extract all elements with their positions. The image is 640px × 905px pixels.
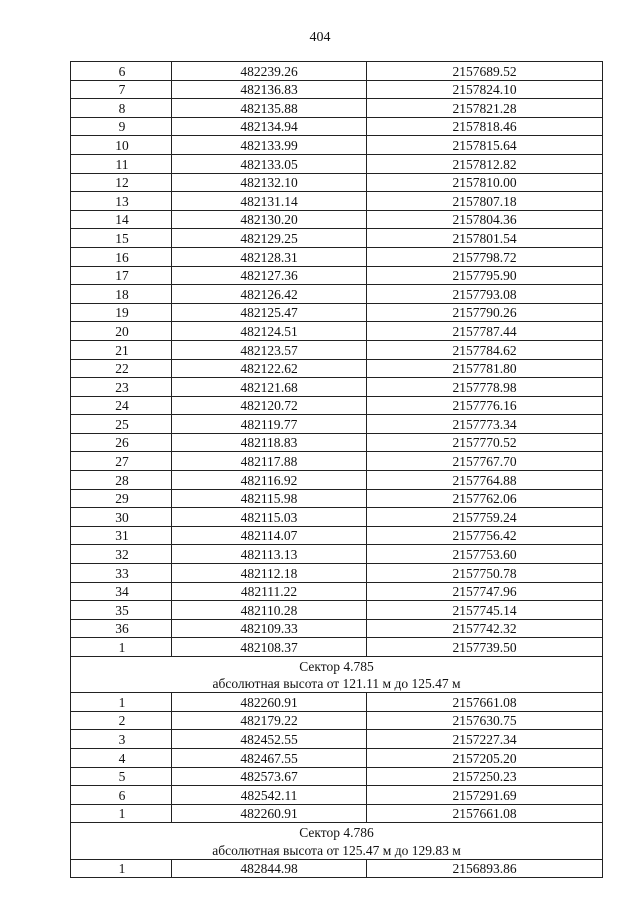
x-coordinate: 482132.10 [172, 173, 367, 192]
y-coordinate: 2157753.60 [367, 545, 603, 564]
table-row [71, 322, 603, 341]
x-coordinate: 482239.26 [172, 62, 367, 81]
y-coordinate: 2157745.14 [367, 601, 603, 620]
x-coordinate: 482115.98 [172, 489, 367, 508]
table-row [71, 508, 603, 527]
point-number: 10 [71, 136, 172, 155]
y-coordinate: 2157821.28 [367, 99, 603, 118]
x-coordinate: 482126.42 [172, 285, 367, 304]
table-row [71, 804, 603, 823]
point-number: 5 [71, 767, 172, 786]
table-row [71, 693, 603, 712]
table-row [71, 433, 603, 452]
table-row [71, 859, 603, 878]
table-row [71, 452, 603, 471]
y-coordinate: 2157689.52 [367, 62, 603, 81]
y-coordinate: 2157756.42 [367, 526, 603, 545]
y-coordinate: 2157787.44 [367, 322, 603, 341]
x-coordinate: 482117.88 [172, 452, 367, 471]
table-row [71, 471, 603, 490]
x-coordinate: 482115.03 [172, 508, 367, 527]
point-number: 14 [71, 210, 172, 229]
point-number: 33 [71, 564, 172, 583]
y-coordinate: 2157793.08 [367, 285, 603, 304]
y-coordinate: 2157747.96 [367, 582, 603, 601]
y-coordinate: 2157250.23 [367, 767, 603, 786]
point-number: 19 [71, 303, 172, 322]
y-coordinate: 2157798.72 [367, 247, 603, 266]
point-number: 16 [71, 247, 172, 266]
point-number: 15 [71, 229, 172, 248]
x-coordinate: 482134.94 [172, 117, 367, 136]
table-row [71, 564, 603, 583]
table-row [71, 396, 603, 415]
x-coordinate: 482542.11 [172, 786, 367, 805]
y-coordinate: 2157790.26 [367, 303, 603, 322]
point-number: 18 [71, 285, 172, 304]
table-row [71, 154, 603, 173]
x-coordinate: 482179.22 [172, 711, 367, 730]
table-row [71, 229, 603, 248]
table-row [71, 117, 603, 136]
x-coordinate: 482133.99 [172, 136, 367, 155]
sector-title: Сектор 4.785 [71, 657, 603, 675]
table-row [71, 359, 603, 378]
point-number: 9 [71, 117, 172, 136]
x-coordinate: 482123.57 [172, 340, 367, 359]
x-coordinate: 482116.92 [172, 471, 367, 490]
x-coordinate: 482124.51 [172, 322, 367, 341]
point-number: 8 [71, 99, 172, 118]
y-coordinate: 2157767.70 [367, 452, 603, 471]
point-number: 36 [71, 619, 172, 638]
table-row [71, 340, 603, 359]
x-coordinate: 482109.33 [172, 619, 367, 638]
point-number: 28 [71, 471, 172, 490]
x-coordinate: 482452.55 [172, 730, 367, 749]
y-coordinate: 2157815.64 [367, 136, 603, 155]
x-coordinate: 482118.83 [172, 433, 367, 452]
point-number: 1 [71, 859, 172, 878]
sector-altitude-row [71, 675, 603, 693]
x-coordinate: 482133.05 [172, 154, 367, 173]
y-coordinate: 2157776.16 [367, 396, 603, 415]
point-number: 32 [71, 545, 172, 564]
x-coordinate: 482110.28 [172, 601, 367, 620]
y-coordinate: 2157739.50 [367, 638, 603, 657]
x-coordinate: 482130.20 [172, 210, 367, 229]
sector-header-row [71, 657, 603, 675]
point-number: 4 [71, 748, 172, 767]
point-number: 17 [71, 266, 172, 285]
point-number: 1 [71, 804, 172, 823]
x-coordinate: 482260.91 [172, 693, 367, 712]
table-row [71, 619, 603, 638]
y-coordinate: 2157742.32 [367, 619, 603, 638]
point-number: 23 [71, 378, 172, 397]
x-coordinate: 482260.91 [172, 804, 367, 823]
point-number: 34 [71, 582, 172, 601]
point-number: 2 [71, 711, 172, 730]
x-coordinate: 482121.68 [172, 378, 367, 397]
y-coordinate: 2157784.62 [367, 340, 603, 359]
table-row [71, 192, 603, 211]
x-coordinate: 482120.72 [172, 396, 367, 415]
x-coordinate: 482131.14 [172, 192, 367, 211]
table-row [71, 748, 603, 767]
table-row [71, 638, 603, 657]
x-coordinate: 482135.88 [172, 99, 367, 118]
y-coordinate: 2157750.78 [367, 564, 603, 583]
table-row [71, 285, 603, 304]
y-coordinate: 2156893.86 [367, 859, 603, 878]
y-coordinate: 2157661.08 [367, 804, 603, 823]
y-coordinate: 2157810.00 [367, 173, 603, 192]
table-row [71, 786, 603, 805]
x-coordinate: 482129.25 [172, 229, 367, 248]
sector-altitude-row [71, 841, 603, 859]
point-number: 25 [71, 415, 172, 434]
coordinates-table [70, 61, 603, 878]
point-number: 24 [71, 396, 172, 415]
point-number: 1 [71, 638, 172, 657]
x-coordinate: 482112.18 [172, 564, 367, 583]
point-number: 29 [71, 489, 172, 508]
y-coordinate: 2157807.18 [367, 192, 603, 211]
x-coordinate: 482111.22 [172, 582, 367, 601]
y-coordinate: 2157778.98 [367, 378, 603, 397]
y-coordinate: 2157661.08 [367, 693, 603, 712]
table-row [71, 489, 603, 508]
y-coordinate: 2157804.36 [367, 210, 603, 229]
table-row [71, 415, 603, 434]
table-row [71, 730, 603, 749]
sector-altitude: абсолютная высота от 121.11 м до 125.47 м [71, 675, 603, 693]
point-number: 3 [71, 730, 172, 749]
x-coordinate: 482573.67 [172, 767, 367, 786]
table-row [71, 526, 603, 545]
x-coordinate: 482127.36 [172, 266, 367, 285]
x-coordinate: 482128.31 [172, 247, 367, 266]
point-number: 27 [71, 452, 172, 471]
point-number: 13 [71, 192, 172, 211]
y-coordinate: 2157795.90 [367, 266, 603, 285]
x-coordinate: 482108.37 [172, 638, 367, 657]
point-number: 6 [71, 62, 172, 81]
point-number: 30 [71, 508, 172, 527]
y-coordinate: 2157801.54 [367, 229, 603, 248]
x-coordinate: 482125.47 [172, 303, 367, 322]
table-row [71, 582, 603, 601]
y-coordinate: 2157227.34 [367, 730, 603, 749]
table-row [71, 136, 603, 155]
point-number: 35 [71, 601, 172, 620]
y-coordinate: 2157762.06 [367, 489, 603, 508]
point-number: 20 [71, 322, 172, 341]
table-row [71, 247, 603, 266]
y-coordinate: 2157291.69 [367, 786, 603, 805]
point-number: 1 [71, 693, 172, 712]
point-number: 31 [71, 526, 172, 545]
table-row [71, 601, 603, 620]
point-number: 11 [71, 154, 172, 173]
point-number: 21 [71, 340, 172, 359]
point-number: 26 [71, 433, 172, 452]
x-coordinate: 482122.62 [172, 359, 367, 378]
y-coordinate: 2157781.80 [367, 359, 603, 378]
x-coordinate: 482119.77 [172, 415, 367, 434]
point-number: 12 [71, 173, 172, 192]
x-coordinate: 482114.07 [172, 526, 367, 545]
table-row [71, 767, 603, 786]
sector-altitude: абсолютная высота от 125.47 м до 129.83 м [71, 841, 603, 859]
coordinates-table-body [71, 62, 603, 878]
table-row [71, 80, 603, 99]
table-row [71, 266, 603, 285]
point-number: 22 [71, 359, 172, 378]
y-coordinate: 2157759.24 [367, 508, 603, 527]
y-coordinate: 2157773.34 [367, 415, 603, 434]
table-row [71, 173, 603, 192]
table-row [71, 303, 603, 322]
table-row [71, 62, 603, 81]
y-coordinate: 2157770.52 [367, 433, 603, 452]
point-number: 7 [71, 80, 172, 99]
x-coordinate: 482113.13 [172, 545, 367, 564]
y-coordinate: 2157824.10 [367, 80, 603, 99]
y-coordinate: 2157630.75 [367, 711, 603, 730]
x-coordinate: 482467.55 [172, 748, 367, 767]
page-number: 404 [309, 30, 331, 45]
table-row [71, 545, 603, 564]
table-row [71, 210, 603, 229]
y-coordinate: 2157812.82 [367, 154, 603, 173]
table-row [71, 711, 603, 730]
point-number: 6 [71, 786, 172, 805]
y-coordinate: 2157764.88 [367, 471, 603, 490]
x-coordinate: 482136.83 [172, 80, 367, 99]
sector-title: Сектор 4.786 [71, 823, 603, 841]
sector-header-row [71, 823, 603, 841]
table-row [71, 99, 603, 118]
x-coordinate: 482844.98 [172, 859, 367, 878]
y-coordinate: 2157818.46 [367, 117, 603, 136]
table-row [71, 378, 603, 397]
y-coordinate: 2157205.20 [367, 748, 603, 767]
